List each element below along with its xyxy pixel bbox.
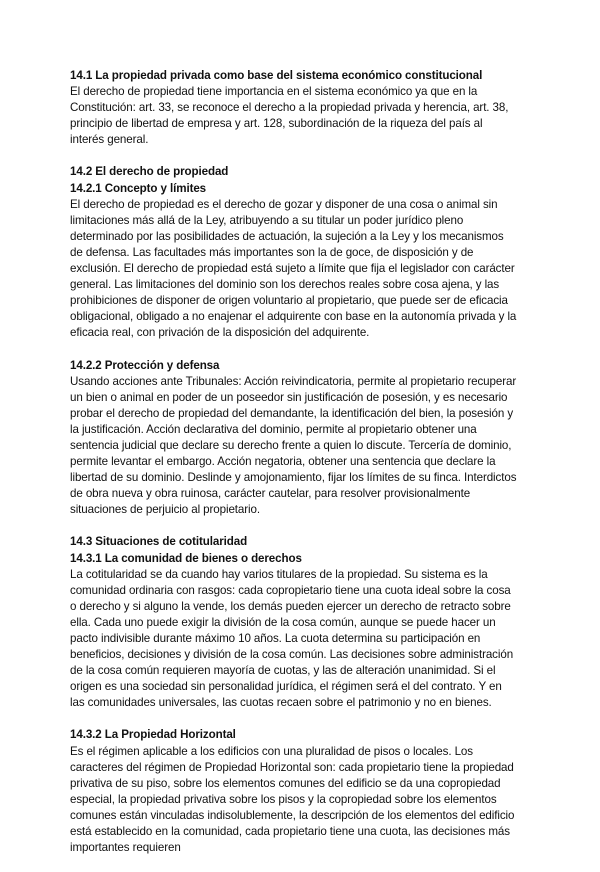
section-heading: 14.2 El derecho de propiedad	[70, 165, 229, 179]
section-paragraph: Es el régimen aplicable a los edificios con una pluralidad de pisos o locales. Los caracteres del régimen de Propiedad Horizontal son: cada propietario tiene la propiedad privativa de su piso, sobre los elementos comunes del edificio se da una copropiedad especial, la propiedad privativa sobre los pisos y la copropiedad sobre los elementos comunes están vinculadas indisolublemente, la descripción de los elementos del edificio está establecido en la comunidad, cada propietario tiene una cuota, las decisiones más importantes requieren	[70, 744, 515, 855]
subsection-heading: 14.2.2 Protección y defensa	[70, 358, 220, 372]
section-paragraph: La cotitularidad se da cuando hay varios titulares de la propiedad. Su sistema es la comunidad ordinaria con rasgos: cada copropietario tiene una cuota ideal sobre la cosa o derecho y si alguno la vende, los demás pueden ejercer un derecho de retracto sobre ella. Cada uno puede exigir la división de la cosa común, aunque se puede hacer un pacto indivisible durante máximo 10 años. La cuota determina su participación en beneficios, decisiones y división de la cosa común. Las decisiones sobre administración de la cosa común requieren mayoría de cuotas, y las de alteración unanimidad. Si el origen es una sociedad sin personalidad jurídica, el régimen será el del contrato. Y en las comunidades universales, las cuotas recaen sobre el patrimonio y no en bienes.	[70, 567, 514, 710]
document-page	[70, 68, 518, 872]
subsection-heading: 14.3.1 La comunidad de bienes o derechos	[70, 551, 302, 565]
section-paragraph: El derecho de propiedad es el derecho de gozar y disponer de una cosa o animal sin limitaciones más allá de la Ley, atribuyendo a su titular un poder jurídico pleno determinado por las posibilidades de actuación, la sujeción a la Ley y los mecanismos de defensa. Las facultades más importantes son la de goce, de disposición y de exclusión. El derecho de propiedad está sujeto a límite que fija el legislador con carácter general. Las limitaciones del dominio son los derechos reales sobre cosa ajena, y las prohibiciones de disponer de origen voluntario al propietario, que puede ser de eficacia obligacional, obligado a no enajenar el adquirente con base en la autonomía privada y la eficacia real, con privación de la disposición del adquirente.	[70, 197, 517, 340]
section-14-3-2	[70, 727, 518, 856]
section-heading: 14.1 La propiedad privada como base del sistema económico constitucional	[70, 69, 483, 82]
subsection-heading: 14.3.2 La Propiedad Horizontal	[70, 728, 236, 742]
subsection-heading: 14.2.1 Concepto y límites	[70, 181, 207, 195]
section-paragraph: El derecho de propiedad tiene importancia en el sistema económico ya que en la Constitución: art. 33, se reconoce el derecho a la propiedad privada y herencia, art. 38, principio de libertad de empresa y art. 128, subordinación de la riqueza del país al interés general.	[70, 85, 509, 147]
section-14-2-2	[70, 358, 518, 519]
section-14-2	[70, 164, 518, 341]
section-14-3	[70, 534, 518, 711]
section-heading: 14.3 Situaciones de cotitularidad	[70, 535, 248, 549]
section-14-1	[70, 68, 518, 148]
section-paragraph: Usando acciones ante Tribunales: Acción reivindicatoria, permite al propietario recuperar un bien o animal en poder de un poseedor sin justificación de posesión, y es necesario probar el derecho de propiedad del demandante, la identificación del bien, la posesión y la justificación. Acción declarativa del dominio, permite al propietario obtener una sentencia judicial que declare su derecho frente a quien lo discute. Tercería de dominio, permite levantar el embargo. Acción negatoria, obtener una sentencia que declare la libertad de su dominio. Deslinde y amojonamiento, fijar los límites de su finca. Interdictos de obra nueva y obra ruinosa, carácter cautelar, para resolver provisionalmente situaciones de perjuicio al propietario.	[70, 374, 517, 517]
